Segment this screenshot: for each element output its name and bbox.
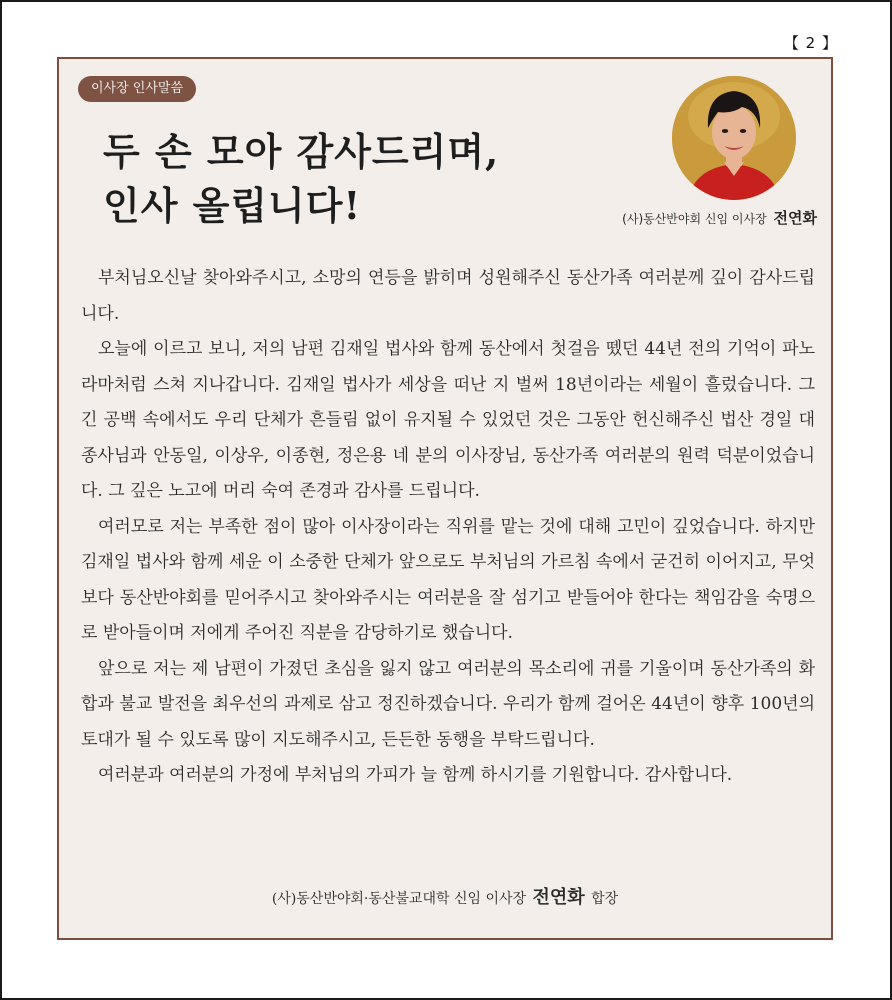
portrait-caption: [622, 207, 817, 228]
paragraph: 앞으로 저는 제 남편이 가졌던 초심을 잃지 않고 여러분의 목소리에 귀를 기울이며 동산가족의 화합과 불교 발전을 최우선의 과제로 삼고 정진하겠습니다. 우리가 함께 걸어온 44년이 향후 100년의 토대가 될 수 있도록 많이 지도해주시고, 든든한 동행을 부탁드립니다.: [81, 658, 815, 750]
paragraph: 여러모로 저는 부족한 점이 많아 이사장이라는 직위를 맡는 것에 대해 고민이 깊었습니다. 하지만 김재일 법사와 함께 세운 이 소중한 단체가 앞으로도 부처님의 가르침 속에서 굳건히 이어지고, 무엇보다 동산반야회를 믿어주시고 찾아와주시는 여러분을 잘 섬기고 받들어야 한다는 책임감을 숙명으로 받아들이며 저에게 주어진 직분을 감당하기로 했습니다.: [81, 516, 815, 643]
signature-suffix: 합장: [591, 891, 619, 907]
caption-name: 전연화: [773, 209, 817, 227]
paragraph: 오늘에 이르고 보니, 저의 남편 김재일 법사와 함께 동산에서 첫걸음 뗐던 44년 전의 기억이 파노라마처럼 스쳐 지나갑니다. 김재일 법사가 세상을 떠난 지 벌써 18년이라는 세월이 흘렀습니다. 그 긴 공백 속에서도 우리 단체가 흔들림 없이 유지될 수 있었던 것은 그동안 헌신해주신 법산 경일 대종사님과 안동일, 이상우, 이종현, 정은용 네 분의 이사장님, 동산가족 여러분의 원력 덕분이었습니다. 그 깊은 노고에 머리 숙여 존경과 감사를 드립니다.: [81, 339, 815, 501]
signature-title: (사)동산반야회·동산불교대학 신임 이사장: [271, 891, 527, 907]
title-line-1: 두 손 모아 감사드리며,: [103, 129, 500, 174]
paragraph: 부처님오신날 찾아와주시고, 소망의 연등을 밝히며 성원해주신 동산가족 여러분께 깊이 감사드립니다.: [81, 268, 815, 324]
caption-title: (사)동산반야회 신임 이사장: [622, 212, 767, 226]
portrait-photo: [672, 76, 796, 200]
paragraph: 여러분과 여러분의 가정에 부처님의 가피가 늘 함께 하시기를 기원합니다. 감사합니다.: [98, 765, 733, 785]
greeting-body: [81, 261, 815, 794]
section-badge: 이사장 인사말씀: [78, 76, 196, 102]
signature: [59, 883, 831, 909]
page-number: 【 2 】: [783, 34, 838, 52]
title-line-2: 인사 올립니다!: [103, 183, 362, 228]
portrait-icon: [672, 76, 796, 200]
greeting-panel: [57, 57, 833, 940]
signature-name: 전연화: [532, 887, 585, 908]
page-title: [103, 125, 499, 233]
